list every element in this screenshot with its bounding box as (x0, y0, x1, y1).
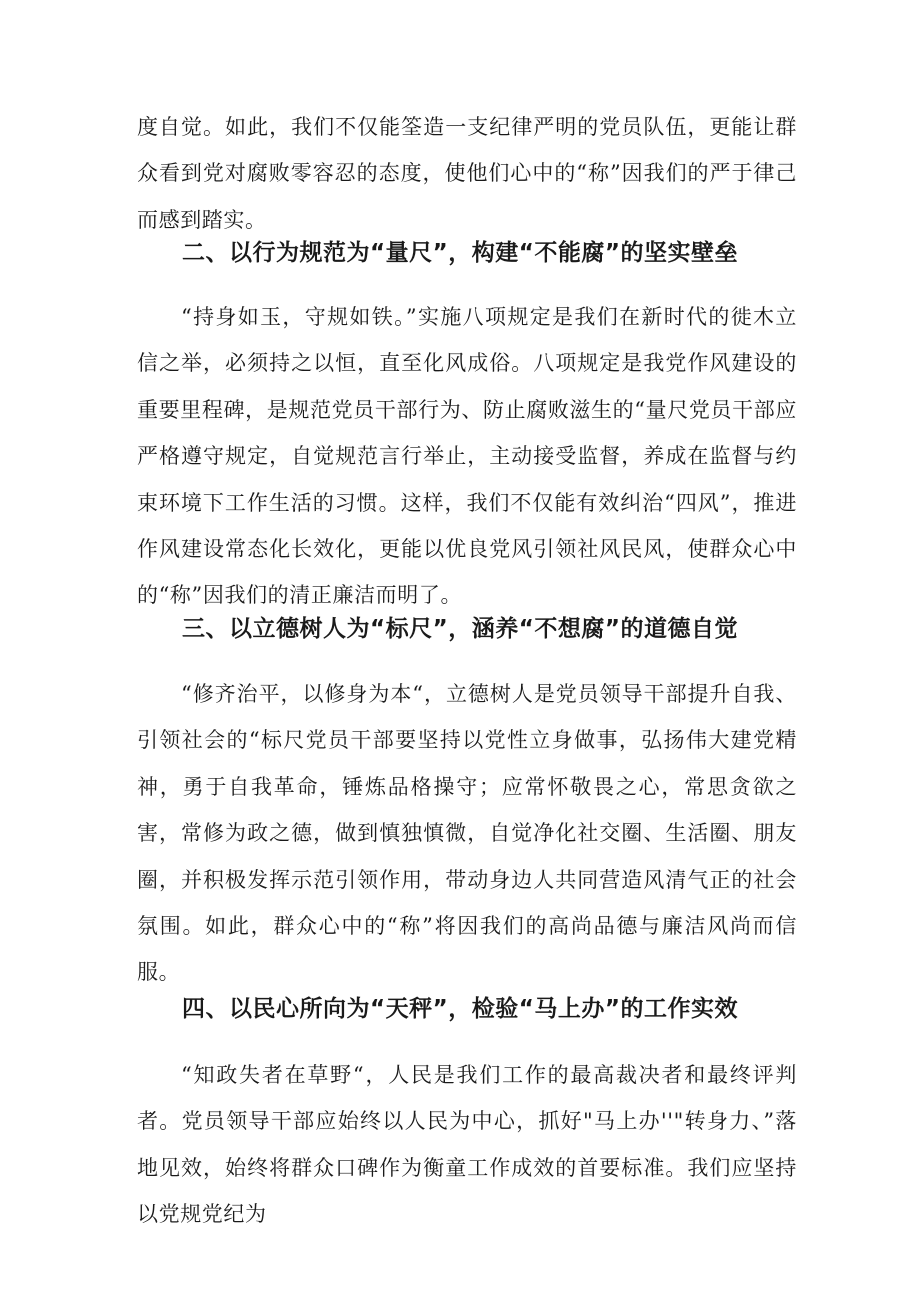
section-heading-2: 二、以行为规范为“量尺”，构建“不能腐”的坚实壁垒 (182, 240, 738, 266)
section-heading-3: 三、以立德树人为“标尺”，涵养“不想腐”的道德自觉 (182, 616, 738, 642)
paragraph-section-3: “修齐治平，以修身为本“，立德树人是党员领导干部提升自我、引领社会的“标尺党员干部要坚持以党性立身做事，弘扬伟大建党精神，勇于自我革命，锤炼品格操守；应常怀敬畏之心，常思贪欲之害，常修为政之德，做到慎独慎微，自觉净化社交圈、生活圈、朋友圈，并积极发挥示范引领作用，带动身边人共同营造风清气正的社会氛围。如此，群众心中的“称”将因我们的高尚品德与廉洁风尚而信服。 (137, 682, 797, 985)
paragraph-section-2: “持身如玉，守规如铁。”实施八项规定是我们在新时代的徙木立信之举，必须持之以恒，直至化风成俗。八项规定是我党作风建设的重要里程碑，是规范党员干部行为、防止腐败滋生的“量尺党员干部应严格遵守规定，自觉规范言行举止，主动接受监督，养成在监督与约束环境下工作生活的习惯。这样，我们不仅能有效纠治“四风”，推进作风建设常态化长效化，更能以优良党风引领社风民风，使群众心中的“称”因我们的清正廉洁而明了。 (137, 305, 797, 608)
paragraph-continuation: 度自觉。如此，我们不仅能筌造一支纪律严明的党员队伍，更能让群众看到党对腐败零容忍的态度，使他们心中的“称”因我们的严于律己而感到踏实。 (137, 115, 797, 232)
paragraph-section-4: “知政失者在草野“，人民是我们工作的最高裁决者和最终评判者。党员领导干部应始终以人民为中心，抓好"马上办''"转身力、”落地见效，始终将群众口碑作为衡童工作成效的首要标准。我们应坚持以党规党纪为 (137, 1063, 797, 1227)
section-heading-4: 四、以民心所向为“天秤”，检验“马上办”的工作实效 (182, 996, 738, 1022)
